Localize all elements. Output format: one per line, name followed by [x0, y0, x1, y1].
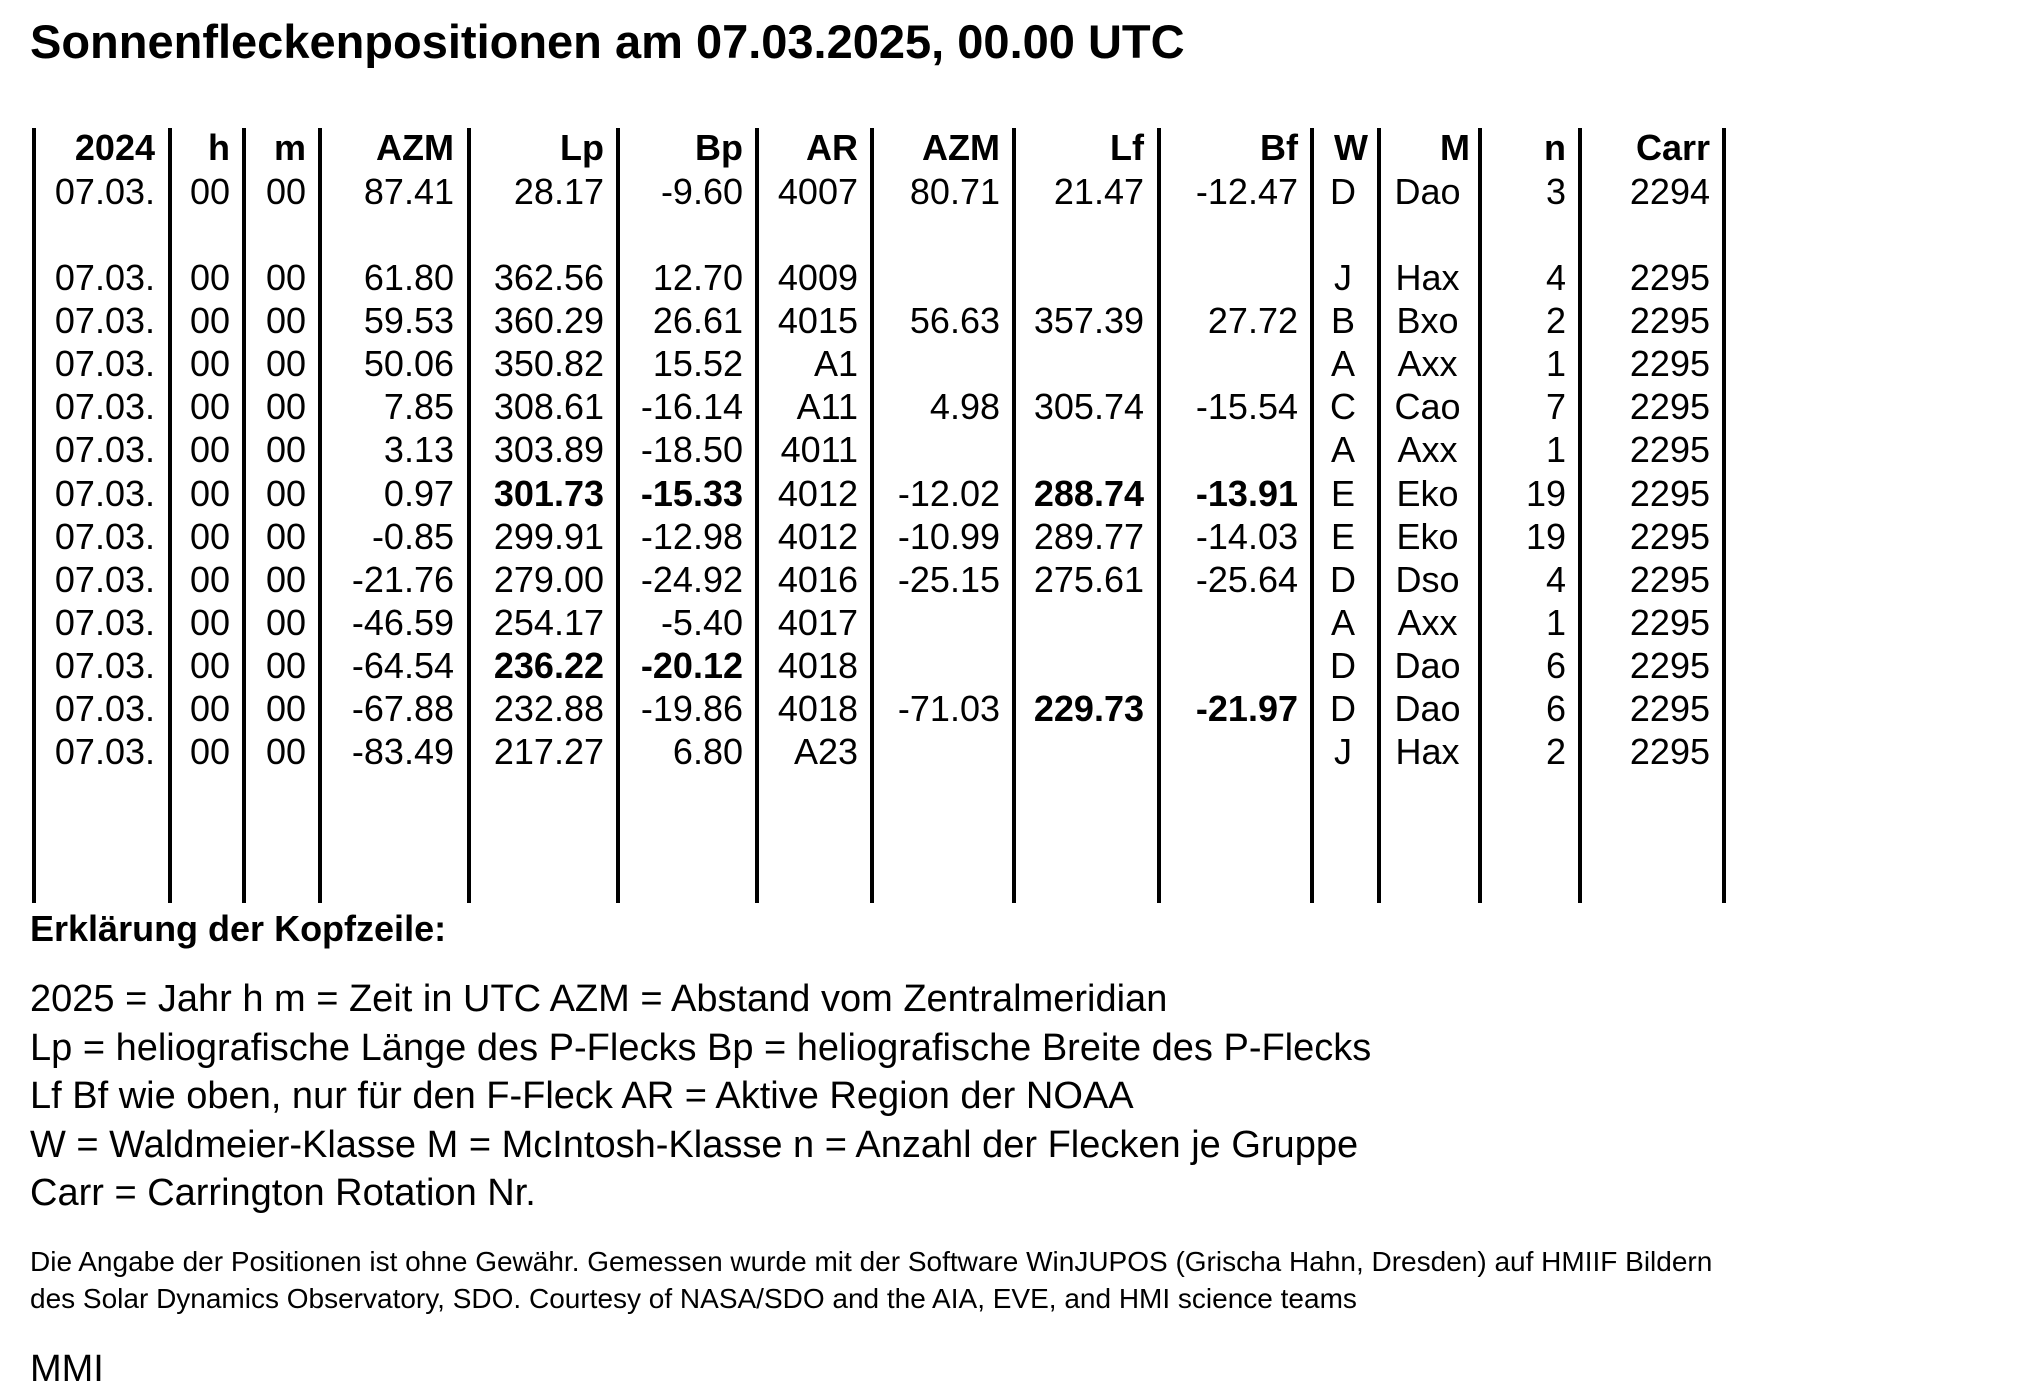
- table-cell-carr: 2295: [1629, 473, 1710, 514]
- table-cell-ar: 4017: [777, 602, 858, 643]
- table-cell-lp: 301.73: [493, 473, 604, 514]
- table-cell-mc: Dao: [1394, 645, 1461, 686]
- table-cell-m: 00: [265, 731, 306, 772]
- table-cell-azm-p: -67.88: [351, 688, 454, 729]
- table-cell-ar: 4015: [777, 300, 858, 341]
- table-cell-ar: 4007: [777, 171, 858, 212]
- table-cell-azm-f: -25.15: [897, 559, 1000, 600]
- table-cell-h: 00: [189, 257, 230, 298]
- column-divider: [242, 128, 246, 903]
- column-divider: [32, 128, 36, 903]
- table-cell-bp: -16.14: [640, 386, 743, 427]
- column-header: Carr: [1635, 127, 1710, 168]
- table-cell-h: 00: [189, 300, 230, 341]
- column-divider: [1478, 128, 1482, 903]
- table-cell-lf: 21.47: [1053, 171, 1144, 212]
- table-cell-date: 07.03.: [54, 343, 155, 384]
- table-cell-h: 00: [189, 473, 230, 514]
- legend-line: W = Waldmeier-Klasse M = McIntosh-Klasse n = Anzahl der Flecken je Gruppe: [30, 1124, 1359, 1166]
- column-divider: [616, 128, 620, 903]
- table-cell-azm-p: 0.97: [383, 473, 454, 514]
- table-cell-date: 07.03.: [54, 688, 155, 729]
- table-cell-w: A: [1330, 602, 1355, 643]
- table-cell-azm-f: -10.99: [897, 516, 1000, 557]
- column-divider: [1012, 128, 1016, 903]
- table-cell-bp: 15.52: [652, 343, 743, 384]
- table-cell-n: 4: [1545, 559, 1566, 600]
- table-cell-bp: -9.60: [660, 171, 743, 212]
- table-cell-azm-p: -21.76: [351, 559, 454, 600]
- table-cell-m: 00: [265, 343, 306, 384]
- disclaimer-line: Die Angabe der Positionen ist ohne Gewähr. Gemessen wurde mit der Software WinJUPOS (Grischa Hahn, Dresden) auf HMIIF Bildern: [30, 1246, 1713, 1277]
- table-cell-mc: Eko: [1396, 473, 1459, 514]
- legend-line: Lp = heliografische Länge des P-Flecks Bp = heliografische Breite des P-Flecks: [30, 1027, 1372, 1069]
- table-cell-date: 07.03.: [54, 257, 155, 298]
- column-header: AR: [806, 127, 858, 168]
- table-cell-lp: 217.27: [493, 731, 604, 772]
- table-cell-bf: -25.64: [1195, 559, 1298, 600]
- table-cell-w: D: [1330, 688, 1356, 729]
- table-cell-lf: 289.77: [1033, 516, 1144, 557]
- page-title: Sonnenfleckenpositionen am 07.03.2025, 00.00 UTC: [30, 15, 1185, 68]
- table-cell-date: 07.03.: [54, 300, 155, 341]
- table-cell-azm-p: 61.80: [363, 257, 454, 298]
- table-cell-lf: 229.73: [1033, 688, 1144, 729]
- table-cell-carr: 2295: [1629, 257, 1710, 298]
- legend-line: Carr = Carrington Rotation Nr.: [30, 1172, 536, 1214]
- column-header: 2024: [74, 127, 155, 168]
- table-cell-w: E: [1330, 516, 1355, 557]
- table-cell-azm-p: 3.13: [383, 429, 454, 470]
- table-cell-carr: 2294: [1629, 171, 1710, 212]
- column-header: Lp: [560, 127, 604, 168]
- table-cell-n: 2: [1545, 731, 1566, 772]
- table-cell-bf: 27.72: [1207, 300, 1298, 341]
- table-cell-carr: 2295: [1629, 688, 1710, 729]
- table-cell-ar: 4018: [777, 688, 858, 729]
- table-cell-bf: -13.91: [1195, 473, 1298, 514]
- table-cell-mc: Eko: [1396, 516, 1459, 557]
- table-cell-m: 00: [265, 559, 306, 600]
- table-cell-carr: 2295: [1629, 731, 1710, 772]
- column-header: h: [208, 127, 230, 168]
- column-header: Lf: [1110, 127, 1144, 168]
- table-cell-ar: 4011: [780, 429, 858, 470]
- table-cell-carr: 2295: [1629, 559, 1710, 600]
- table-cell-w: J: [1334, 731, 1352, 772]
- table-cell-lp: 362.56: [493, 257, 604, 298]
- table-cell-bp: -20.12: [640, 645, 743, 686]
- table-cell-azm-p: 59.53: [363, 300, 454, 341]
- column-header: Bf: [1260, 127, 1298, 168]
- table-cell-bp: 6.80: [672, 731, 743, 772]
- table-cell-ar: 4012: [777, 473, 858, 514]
- table-cell-n: 19: [1525, 473, 1566, 514]
- table-cell-azm-f: -71.03: [897, 688, 1000, 729]
- table-cell-h: 00: [189, 171, 230, 212]
- table-cell-date: 07.03.: [54, 559, 155, 600]
- table-cell-h: 00: [189, 602, 230, 643]
- legend-line: Lf Bf wie oben, nur für den F-Fleck AR = Aktive Region der NOAA: [30, 1075, 1134, 1117]
- table-cell-lp: 350.82: [493, 343, 604, 384]
- column-header: AZM: [376, 127, 454, 168]
- table-cell-n: 1: [1545, 343, 1566, 384]
- table-cell-n: 1: [1545, 429, 1566, 470]
- table-cell-ar: 4009: [777, 257, 858, 298]
- column-header: Bp: [695, 127, 743, 168]
- table-cell-h: 00: [189, 386, 230, 427]
- table-cell-mc: Axx: [1397, 602, 1458, 643]
- table-cell-m: 00: [265, 473, 306, 514]
- column-header: m: [273, 127, 306, 168]
- table-cell-m: 00: [265, 429, 306, 470]
- table-cell-n: 6: [1545, 645, 1566, 686]
- table-cell-mc: Hax: [1395, 257, 1460, 298]
- table-cell-w: A: [1330, 429, 1355, 470]
- table-cell-bp: -15.33: [640, 473, 743, 514]
- table-cell-bf: -14.03: [1195, 516, 1298, 557]
- table-cell-ar: A1: [813, 343, 858, 384]
- table-cell-m: 00: [265, 688, 306, 729]
- table-cell-azm-p: 50.06: [363, 343, 454, 384]
- table-cell-mc: Hax: [1395, 731, 1460, 772]
- table-cell-date: 07.03.: [54, 645, 155, 686]
- table-cell-carr: 2295: [1629, 602, 1710, 643]
- table-cell-h: 00: [189, 559, 230, 600]
- table-cell-azm-p: -83.49: [351, 731, 454, 772]
- column-header: n: [1544, 127, 1566, 168]
- table-cell-bf: -12.47: [1195, 171, 1298, 212]
- table-cell-mc: Dao: [1394, 688, 1461, 729]
- table-cell-lp: 299.91: [493, 516, 604, 557]
- column-divider: [1722, 128, 1726, 903]
- table-cell-lp: 279.00: [493, 559, 604, 600]
- legend-line: 2025 = Jahr h m = Zeit in UTC AZM = Abstand vom Zentralmeridian: [30, 978, 1168, 1020]
- table-cell-h: 00: [189, 516, 230, 557]
- table-cell-carr: 2295: [1629, 343, 1710, 384]
- table-cell-ar: 4018: [777, 645, 858, 686]
- table-cell-h: 00: [189, 343, 230, 384]
- column-divider: [168, 128, 172, 903]
- column-divider: [318, 128, 322, 903]
- table-cell-azm-f: 80.71: [909, 171, 1000, 212]
- column-divider: [467, 128, 471, 903]
- table-cell-azm-p: -0.85: [371, 516, 454, 557]
- table-cell-lp: 232.88: [493, 688, 604, 729]
- table-cell-h: 00: [189, 688, 230, 729]
- table-cell-bf: -21.97: [1195, 688, 1298, 729]
- table-cell-lp: 236.22: [493, 645, 604, 686]
- table-cell-lp: 28.17: [513, 171, 604, 212]
- table-cell-h: 00: [189, 731, 230, 772]
- table-cell-w: C: [1330, 386, 1356, 427]
- table-cell-date: 07.03.: [54, 516, 155, 557]
- table-cell-lf: 305.74: [1033, 386, 1144, 427]
- table-cell-azm-f: 4.98: [929, 386, 1000, 427]
- table-cell-date: 07.03.: [54, 602, 155, 643]
- table-cell-ar: 4012: [777, 516, 858, 557]
- table-cell-date: 07.03.: [54, 731, 155, 772]
- legend-title: Erklärung der Kopfzeile:: [30, 908, 447, 949]
- table-cell-carr: 2295: [1629, 645, 1710, 686]
- table-cell-bp: 12.70: [652, 257, 743, 298]
- table-cell-azm-p: -46.59: [351, 602, 454, 643]
- table-cell-m: 00: [265, 171, 306, 212]
- table-cell-lp: 303.89: [493, 429, 604, 470]
- table-cell-m: 00: [265, 300, 306, 341]
- table-cell-w: E: [1330, 473, 1355, 514]
- table-cell-m: 00: [265, 257, 306, 298]
- table-cell-m: 00: [265, 516, 306, 557]
- table-cell-lf: 288.74: [1033, 473, 1144, 514]
- table-cell-lp: 254.17: [493, 602, 604, 643]
- table-cell-azm-f: 56.63: [909, 300, 1000, 341]
- table-cell-n: 19: [1525, 516, 1566, 557]
- disclaimer-line: des Solar Dynamics Observatory, SDO. Courtesy of NASA/SDO and the AIA, EVE, and HMI science teams: [30, 1283, 1357, 1314]
- column-header: AZM: [922, 127, 1000, 168]
- table-cell-azm-p: -64.54: [351, 645, 454, 686]
- table-cell-bf: -15.54: [1195, 386, 1298, 427]
- table-cell-bp: -18.50: [640, 429, 743, 470]
- table-cell-h: 00: [189, 645, 230, 686]
- table-cell-bp: -12.98: [640, 516, 743, 557]
- column-divider: [1310, 128, 1314, 903]
- column-header: W: [1334, 127, 1368, 168]
- table-cell-date: 07.03.: [54, 386, 155, 427]
- table-cell-carr: 2295: [1629, 386, 1710, 427]
- table-cell-ar: A23: [793, 731, 858, 772]
- table-cell-azm-p: 87.41: [363, 171, 454, 212]
- table-cell-lf: 357.39: [1033, 300, 1144, 341]
- column-divider: [1578, 128, 1582, 903]
- table-cell-ar: A11: [796, 386, 858, 427]
- column-divider: [870, 128, 874, 903]
- table-cell-w: B: [1330, 300, 1355, 341]
- table-cell-w: D: [1330, 559, 1356, 600]
- table-cell-azm-f: -12.02: [897, 473, 1000, 514]
- column-divider: [755, 128, 759, 903]
- table-cell-w: J: [1334, 257, 1352, 298]
- table-cell-n: 3: [1545, 171, 1566, 212]
- table-cell-w: A: [1330, 343, 1355, 384]
- signature: MMI: [30, 1348, 104, 1390]
- table-cell-carr: 2295: [1629, 429, 1710, 470]
- table-cell-mc: Dso: [1395, 559, 1460, 600]
- table-cell-carr: 2295: [1629, 516, 1710, 557]
- table-cell-m: 00: [265, 645, 306, 686]
- table-cell-w: D: [1330, 171, 1356, 212]
- table-cell-m: 00: [265, 386, 306, 427]
- column-divider: [1157, 128, 1161, 903]
- table-cell-date: 07.03.: [54, 429, 155, 470]
- table-cell-date: 07.03.: [54, 473, 155, 514]
- column-divider: [1377, 128, 1381, 903]
- table-cell-mc: Axx: [1397, 343, 1458, 384]
- table-cell-mc: Bxo: [1396, 300, 1459, 341]
- table-cell-n: 2: [1545, 300, 1566, 341]
- table-cell-mc: Dao: [1394, 171, 1461, 212]
- table-cell-w: D: [1330, 645, 1356, 686]
- column-header: M: [1440, 127, 1470, 168]
- table-cell-bp: -19.86: [640, 688, 743, 729]
- table-cell-lp: 308.61: [493, 386, 604, 427]
- table-cell-lp: 360.29: [493, 300, 604, 341]
- table-cell-n: 7: [1545, 386, 1566, 427]
- table-cell-bp: -24.92: [640, 559, 743, 600]
- table-cell-date: 07.03.: [54, 171, 155, 212]
- table-cell-lf: 275.61: [1033, 559, 1144, 600]
- table-cell-m: 00: [265, 602, 306, 643]
- table-cell-n: 6: [1545, 688, 1566, 729]
- table-cell-h: 00: [189, 429, 230, 470]
- table-cell-azm-p: 7.85: [383, 386, 454, 427]
- table-cell-n: 4: [1545, 257, 1566, 298]
- table-cell-bp: 26.61: [652, 300, 743, 341]
- table-cell-carr: 2295: [1629, 300, 1710, 341]
- table-cell-n: 1: [1545, 602, 1566, 643]
- table-cell-mc: Cao: [1394, 386, 1461, 427]
- table-cell-mc: Axx: [1397, 429, 1458, 470]
- table-cell-ar: 4016: [777, 559, 858, 600]
- table-cell-bp: -5.40: [660, 602, 743, 643]
